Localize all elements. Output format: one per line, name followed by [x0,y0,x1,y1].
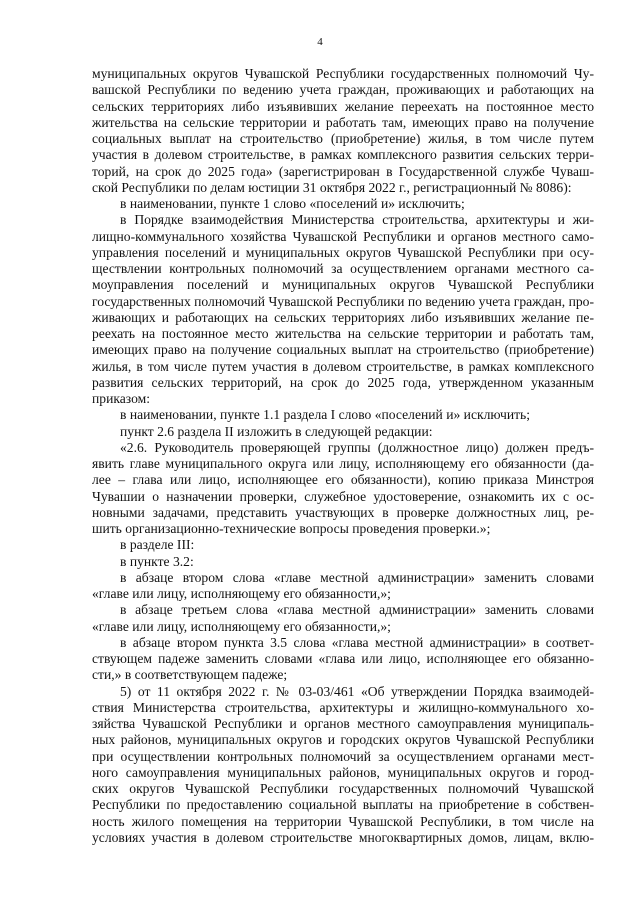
text-line: управления поселений и муниципальных округов Чувашской Республики при осу- [92,244,594,260]
text-line: новными задачами, представить участвующих в проверке должностных лиц, ре- [92,504,594,520]
text-line: пункт 2.6 раздела II изложить в следующей редакции: [120,423,433,439]
text-line: торий, на срок до 2025 года» (зарегистрирован в Государственной службе Чуваш- [92,163,594,179]
text-line: реехать на постоянное место жительства на сельские территории и работать там, [92,326,594,341]
text-line: участия в долевом строительстве, в рамках комплексного развития сельских терри- [92,147,594,163]
text-line: в абзаце втором пункта 3.5 слова «глава местной администрации» в соответ- [120,634,594,650]
text-line: ствия Министерства строительства, архитектуры и жилищно-коммунального хо- [92,699,594,715]
text-line: в абзаце втором слова «главе местной администрации» заменить словами [120,569,594,585]
text-line: ских округов Чувашской Республики государственных полномочий Чувашской [92,781,594,796]
text-line: лищно-коммунального хозяйства Чувашской Республики и органов местного само- [92,228,594,244]
text-line: муниципальных округов Чувашской Республики государственных полномочий Чу- [92,66,594,81]
text-line: ской Республики по делам юстиции 31 октября 2022 г., регистрационный № 8086): [92,179,572,195]
text-line: ществлении контрольных полномочий за осуществлением органами местного са- [92,261,594,276]
text-line: жительства на сельские территории и работать там, имеющих право на получение [92,114,594,130]
text-line: ствующем падеже заменить словами «глава или лицо, исполняющее его обязанно- [92,651,594,666]
text-line: развития сельских территорий, на срок до 2025 года, утвержденном указанным [92,374,594,390]
text-line: приказом: [92,391,150,406]
text-line: при осуществлении контрольных полномочий за осуществлением органами мест- [92,748,594,764]
text-line: вашской Республики по ведению учета граждан, проживающих и работающих на [92,82,594,98]
text-line: в Порядке взаимодействия Министерства строительства, архитектуры и жи- [120,212,594,228]
text-line: зяйства Чувашской Республики и органов местного самоуправления муниципаль- [92,716,594,731]
text-line: жилья, в том числе путем участия в долевом строительстве, в рамках комплексного [92,358,594,374]
text-line: явить главе муниципального округа или лицу, исполняющему его обязанности (да- [92,456,594,471]
page-number: 4 [317,36,323,48]
text-line: ных районов, муниципальных округов и городских округов Чувашской Республики [92,732,594,748]
text-line: ного самоуправления муниципальных районов, муниципальных округов и город- [92,764,594,780]
text-line: 5) от 11 октября 2022 г. № 03-03/461 «Об утверждении Порядка взаимодей- [120,683,594,699]
text-line: Чувашии о назначении проверки, служебное удостоверение, ознакомить их с ос- [92,488,594,504]
text-line: имеющих право на получение социальных выплат на строительство (приобретение) [92,342,594,358]
text-line: государственных полномочий Чувашской Республики по ведению учета граждан, про- [92,293,594,309]
text-line: в абзаце третьем слова «глава местной администрации» заменить словами [120,602,594,618]
text-line: условиях участия в долевом строительстве многоквартирных домов, лицам, вклю- [92,829,594,845]
text-line: лее – глава или лицо, исполняющее его обязанности), копию приказа Минстроя [92,472,594,488]
text-line: «главе или лицу, исполняющему его обязанности,»; [92,586,391,601]
text-line: в разделе III: [120,537,195,553]
text-line: в наименовании, пункте 1 слово «поселений и» исключить; [120,196,465,211]
text-line: моуправления поселений и муниципальных округов Чувашской Республики [92,277,594,293]
text-line: «2.6. Руководитель проверяющей группы (должностное лицо) должен предъ- [120,439,594,455]
text-line: Республики по предоставлению социальной выплаты на приобретение в собствен- [92,797,594,813]
text-line: сти,» в соответствующем падеже; [92,667,288,683]
text-line: сельских территориях либо изъявивших желание переехать на постоянное место [92,98,594,114]
text-line: социальных выплат на строительство (приобретение) жилья, в том числе путем [92,131,594,146]
text-line: живающих и работающих на сельских территориях либо изъявивших желание пе- [92,309,594,325]
text-line: в пункте 3.2: [120,553,194,569]
text-line: в наименовании, пункте 1.1 раздела I слово «поселений и» исключить; [120,407,531,423]
text-line: ность жилого помещения на территории Чувашской Республики, в том числе на [92,813,594,829]
text-line: «главе или лицу, исполняющему его обязанности,»; [92,618,391,634]
text-line: шить организационно-технические вопросы проведения проверки.»; [92,521,491,536]
document-body [92,66,594,846]
